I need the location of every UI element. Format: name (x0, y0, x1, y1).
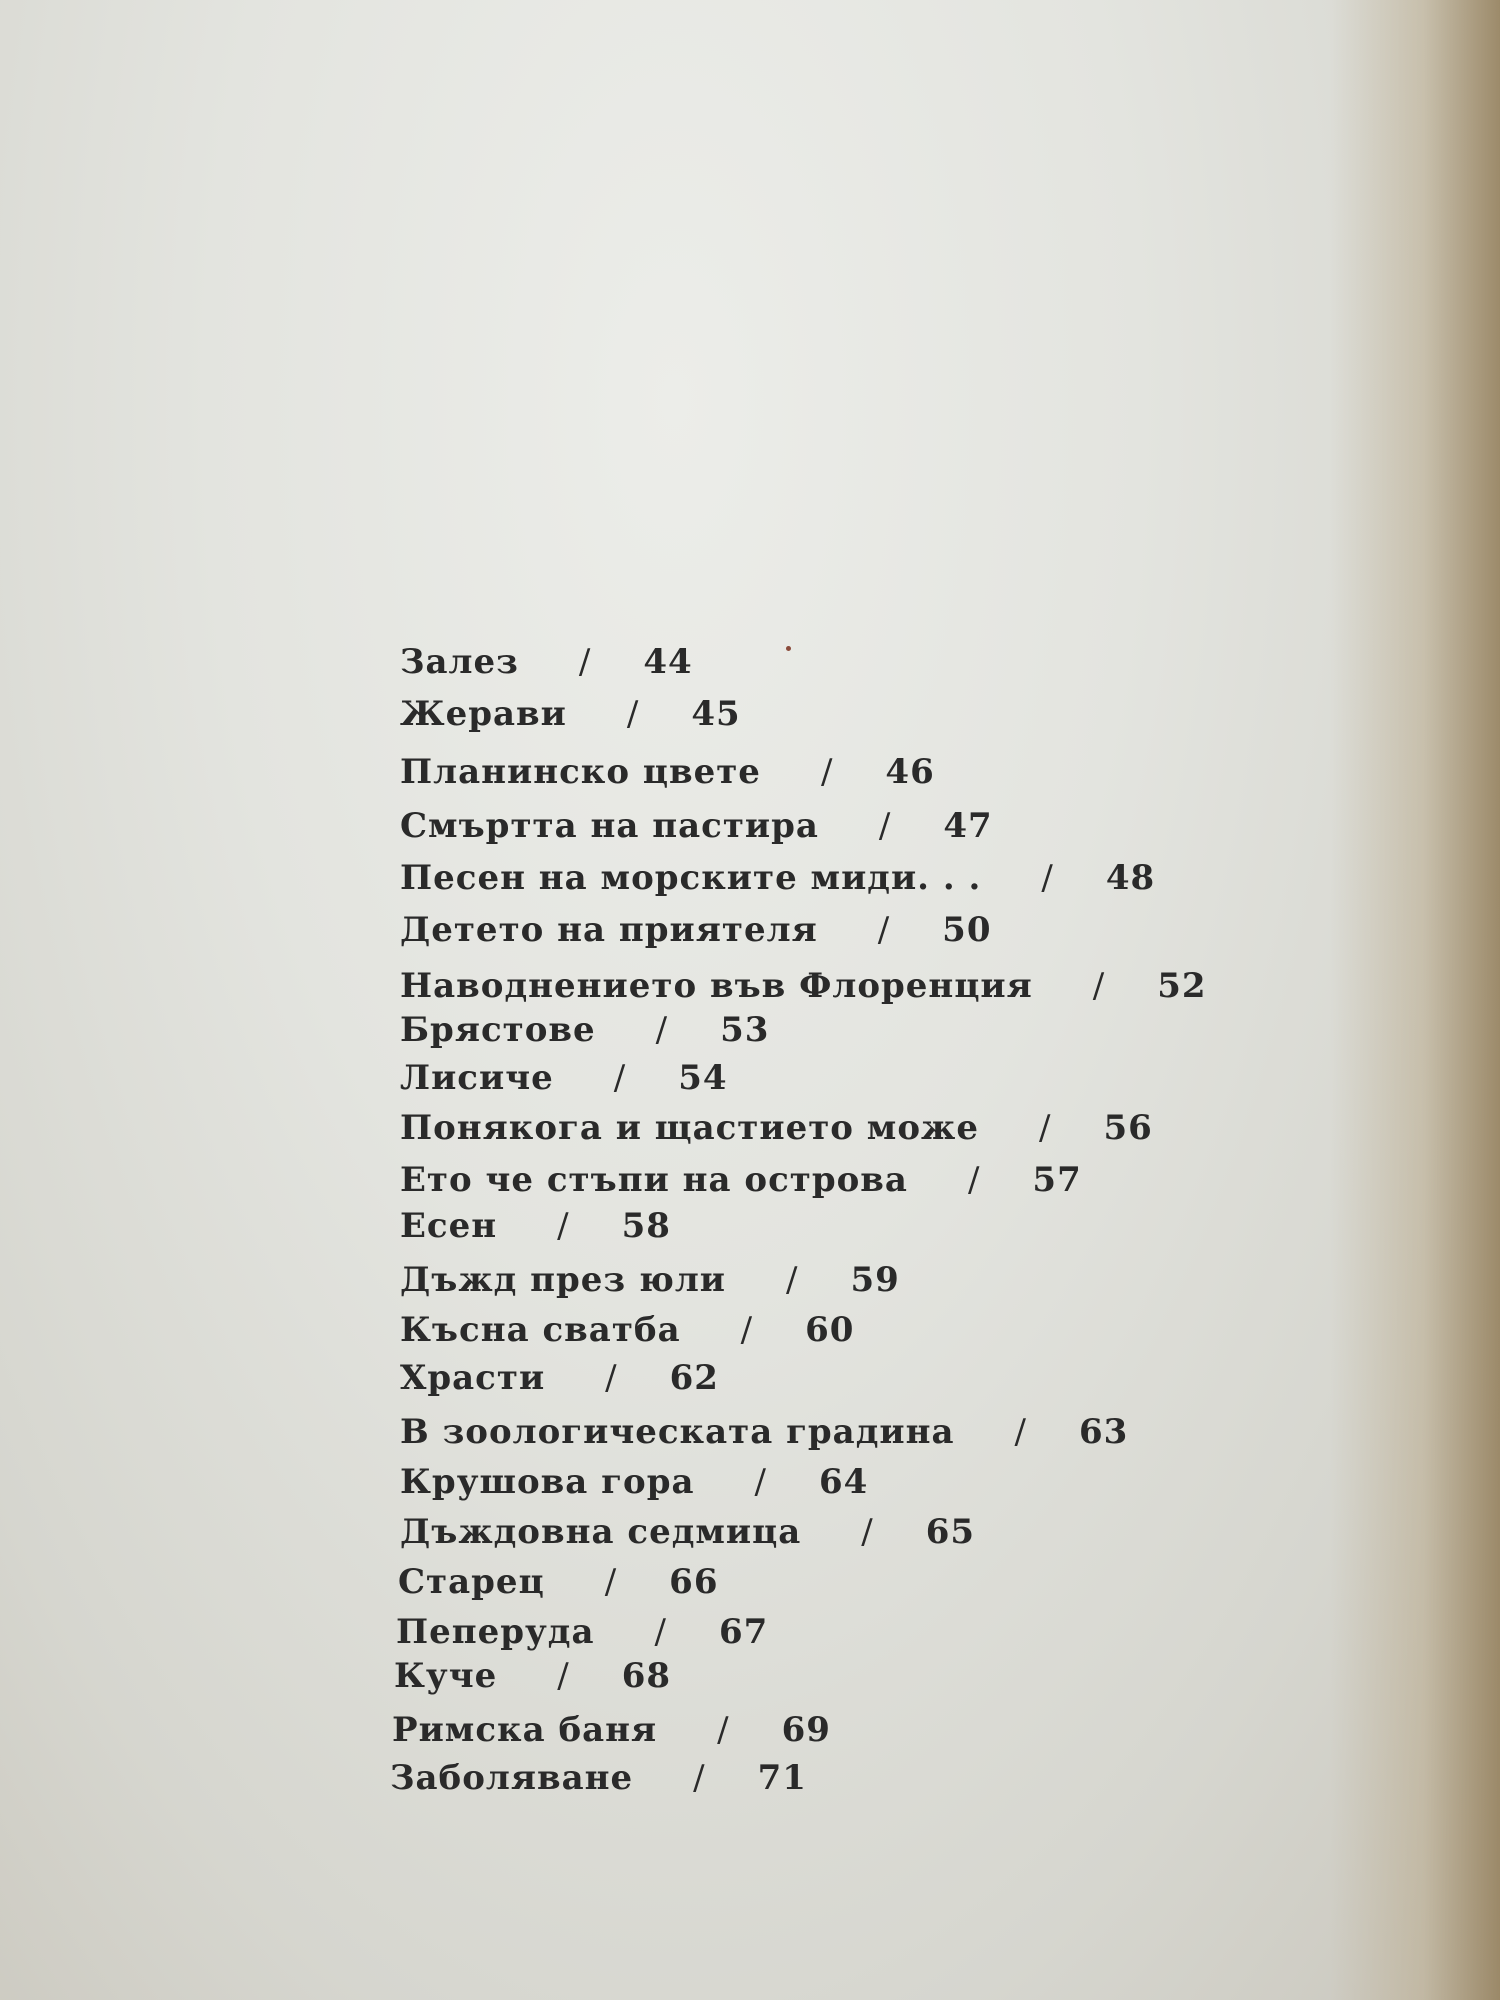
toc-entry-title: Понякога и щастието може (400, 1108, 979, 1148)
toc-entry (400, 694, 741, 734)
toc-entry-title: Храсти (400, 1358, 546, 1398)
toc-page-number: 71 (757, 1758, 807, 1798)
toc-separator: / (557, 1206, 570, 1246)
toc-entry (400, 752, 935, 792)
toc-entry (400, 910, 991, 950)
toc-entry-title: Куче (394, 1656, 498, 1696)
toc-page-number: 63 (1078, 1412, 1129, 1452)
toc-entry-title: Дъждовна седмица (400, 1512, 802, 1552)
toc-separator: / (1038, 1108, 1052, 1148)
toc-separator: / (557, 1656, 570, 1696)
toc-entry (390, 1758, 807, 1798)
toc-entry-title: Лисиче (400, 1058, 554, 1098)
toc-entry (400, 1206, 671, 1246)
toc-entry-title: Залез (400, 642, 519, 682)
toc-entry-title: Жерави (400, 694, 567, 734)
toc-separator: / (654, 1612, 667, 1652)
toc-separator: / (1092, 966, 1106, 1006)
toc-separator: / (717, 1710, 730, 1750)
toc-page-number: 46 (885, 752, 935, 792)
toc-entry (400, 1058, 728, 1098)
toc-separator: / (1041, 858, 1054, 898)
toc-page-number: 62 (669, 1358, 719, 1398)
toc-page-number: 44 (643, 642, 693, 682)
toc-separator: / (1014, 1412, 1027, 1452)
toc-page-number: 58 (621, 1206, 671, 1246)
toc-entry (400, 1358, 719, 1398)
toc-entry (400, 1412, 1128, 1452)
toc-page-number: 45 (691, 694, 741, 734)
toc-entry (400, 1462, 868, 1502)
toc-page-number: 66 (669, 1562, 719, 1602)
toc-page-number: 57 (1032, 1160, 1082, 1200)
toc-separator: / (578, 642, 592, 682)
toc-entry (400, 1260, 900, 1300)
toc-entry (400, 1512, 975, 1552)
toc-entry-title: Планинско цвете (400, 752, 761, 792)
toc-separator: / (693, 1758, 706, 1798)
toc-separator: / (754, 1462, 767, 1502)
toc-page-number: 47 (943, 806, 993, 846)
toc-entry-title: Заболяване (390, 1758, 634, 1798)
toc-entry (400, 858, 1155, 898)
toc-separator: / (861, 1512, 874, 1552)
toc-entry-title: Ето че стъпи на острова (400, 1160, 908, 1200)
toc-separator: / (786, 1260, 799, 1300)
toc-entry-title: Есен (400, 1206, 498, 1246)
toc-entry-title: Наводнението във Флоренция (400, 966, 1033, 1006)
toc-entry-title: Римска баня (392, 1710, 658, 1750)
toc-entry-title: Късна сватба (400, 1310, 681, 1350)
toc-page-number: 53 (720, 1010, 770, 1050)
toc-entry (400, 1108, 1153, 1148)
toc-page-number: 52 (1157, 966, 1207, 1006)
toc-entry-title: Крушова гора (400, 1462, 695, 1502)
toc-entry-title: Пеперуда (396, 1612, 595, 1652)
toc-page-number: 56 (1103, 1108, 1153, 1148)
toc-entry-title: Детето на приятеля (400, 910, 818, 950)
toc-entry-title: Брястове (400, 1010, 596, 1050)
toc-entry-title: Песен на морските миди. . . (400, 858, 982, 898)
toc-entry-title: Смъртта на пастира (400, 806, 819, 846)
toc-page-number: 65 (925, 1512, 976, 1552)
toc-separator: / (613, 1058, 627, 1098)
toc-separator: / (604, 1562, 618, 1602)
toc-page-number: 64 (818, 1462, 869, 1502)
toc-page-number: 48 (1105, 858, 1156, 898)
toc-separator: / (605, 1358, 618, 1398)
toc-entry (400, 1310, 854, 1350)
toc-entry (396, 1612, 768, 1652)
toc-page-number: 54 (678, 1058, 728, 1098)
toc-entry-title: Старец (398, 1562, 545, 1602)
toc-entry (400, 1010, 769, 1050)
toc-page-number: 50 (942, 910, 992, 950)
toc-entry-title: В зоологическата градина (400, 1412, 955, 1452)
toc-separator: / (655, 1010, 669, 1050)
toc-entry (400, 642, 693, 682)
toc-entry (398, 1562, 718, 1602)
toc-entry (392, 1710, 831, 1750)
toc-page-number: 67 (718, 1612, 769, 1652)
toc-separator: / (740, 1310, 754, 1350)
toc-separator: / (967, 1160, 981, 1200)
toc-page-number: 68 (621, 1656, 672, 1696)
toc-separator: / (626, 694, 640, 734)
toc-separator: / (877, 910, 891, 950)
toc-separator: / (878, 806, 892, 846)
toc-entry (400, 806, 993, 846)
toc-page-number: 69 (781, 1710, 831, 1750)
toc-page-number: 60 (805, 1310, 855, 1350)
toc-entry (400, 966, 1207, 1006)
toc-entry (394, 1656, 671, 1696)
toc-entry-title: Дъжд през юли (400, 1260, 727, 1300)
toc-separator: / (820, 752, 834, 792)
toc-page-number: 59 (850, 1260, 900, 1300)
toc-entry (400, 1160, 1082, 1200)
